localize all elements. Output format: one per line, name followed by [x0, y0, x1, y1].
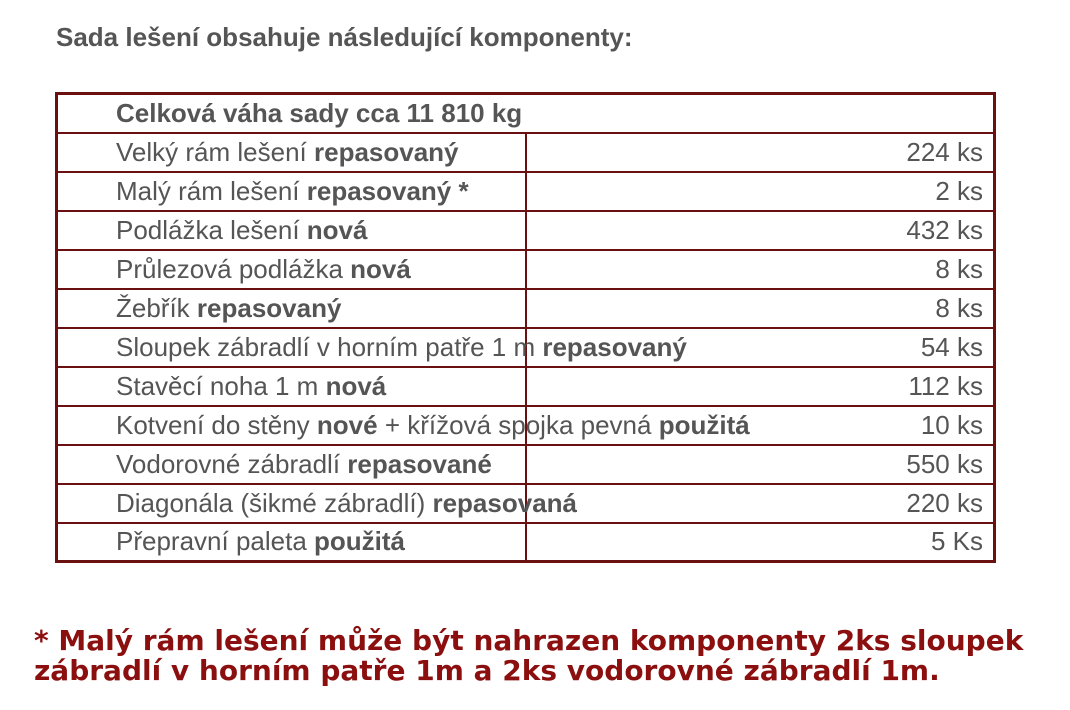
- table-row: [57, 133, 995, 172]
- table-row: [57, 250, 995, 289]
- component-quantity: 8 ks: [526, 289, 995, 328]
- table-row: [57, 328, 995, 367]
- component-name: Sloupek zábradlí v horním patře 1 m repasovaný: [57, 328, 526, 367]
- table-row: [57, 367, 995, 406]
- table-row: [57, 211, 995, 250]
- component-name: Diagonála (šikmé zábradlí) repasovaná: [57, 484, 526, 523]
- table-row: [57, 484, 995, 523]
- total-weight-cell: Celková váha sady cca 11 810 kg: [57, 94, 995, 133]
- footnote: * Malý rám lešení může být nahrazen komponenty 2ks sloupek zábradlí v horním patře 1m a 2ks vodorovné zábradlí 1m.: [34, 624, 1024, 687]
- page-heading: Sada lešení obsahuje následující komponenty:: [56, 22, 633, 52]
- component-quantity: 8 ks: [526, 250, 995, 289]
- component-name: Žebřík repasovaný: [57, 289, 526, 328]
- component-quantity: 2 ks: [526, 172, 995, 211]
- component-quantity: 224 ks: [526, 133, 995, 172]
- component-name: Vodorovné zábradlí repasované: [57, 445, 526, 484]
- component-name: Průlezová podlážka nová: [57, 250, 526, 289]
- component-quantity: 550 ks: [526, 445, 995, 484]
- component-name: Malý rám lešení repasovaný *: [57, 172, 526, 211]
- component-quantity: 10 ks: [526, 406, 995, 445]
- component-name: Podlážka lešení nová: [57, 211, 526, 250]
- component-quantity: 432 ks: [526, 211, 995, 250]
- table-row: [57, 406, 995, 445]
- table-row: [57, 445, 995, 484]
- component-name: Přepravní paleta použitá: [57, 523, 526, 562]
- component-name: Stavěcí noha 1 m nová: [57, 367, 526, 406]
- table-row-total: [57, 94, 995, 133]
- table-row: [57, 289, 995, 328]
- table-row: [57, 523, 995, 562]
- component-name: Velký rám lešení repasovaný: [57, 133, 526, 172]
- table-row: [57, 172, 995, 211]
- component-quantity: 54 ks: [526, 328, 995, 367]
- component-quantity: 5 Ks: [526, 523, 995, 562]
- component-quantity: 220 ks: [526, 484, 995, 523]
- component-name: Kotvení do stěny nové + křížová spojka pevná použitá: [57, 406, 526, 445]
- components-table: [55, 92, 996, 563]
- component-quantity: 112 ks: [526, 367, 995, 406]
